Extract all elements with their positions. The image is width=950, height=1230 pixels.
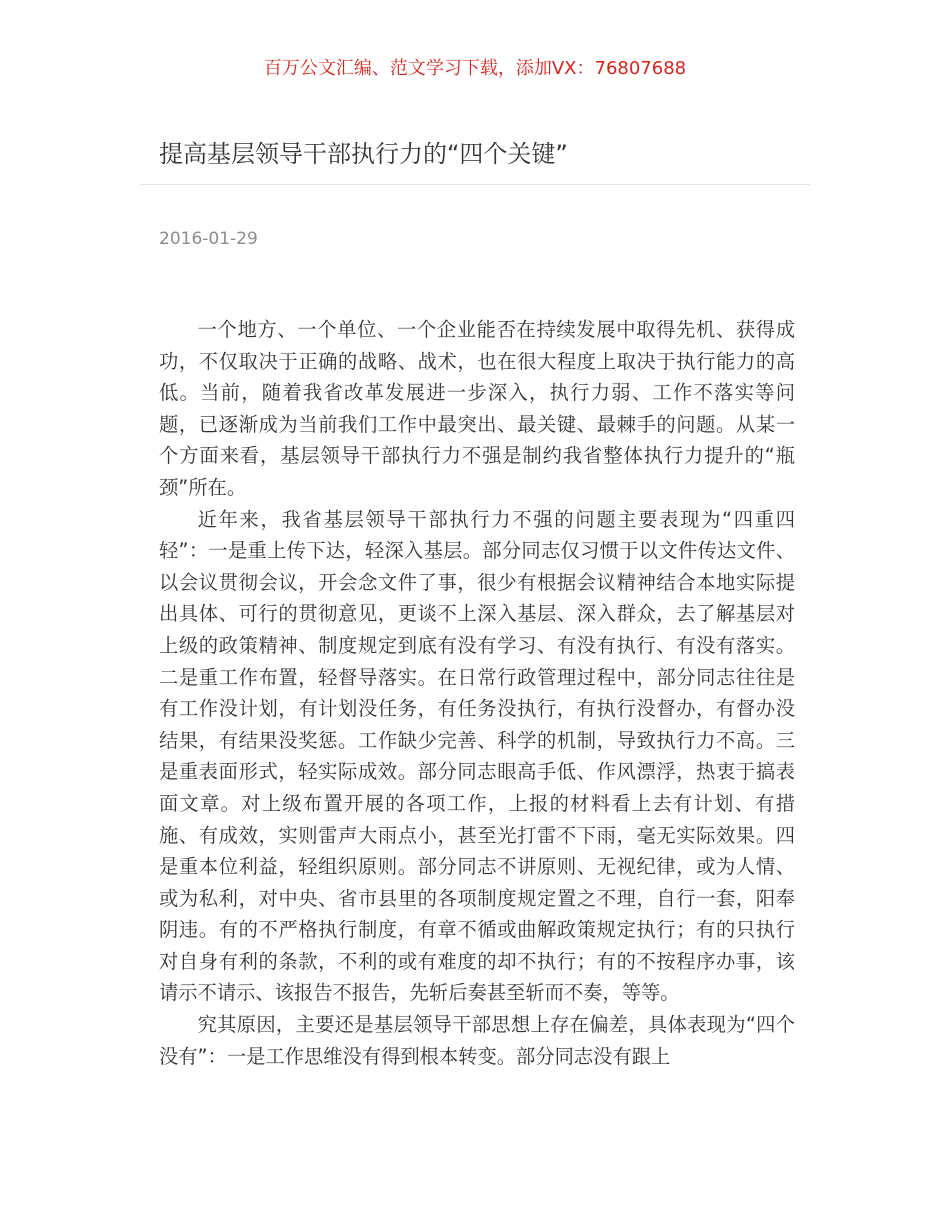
article-body (159, 314, 795, 1072)
article-title: 提高基层领导干部执行力的“四个关键” (159, 140, 568, 168)
article-paragraph-1: 一个地方、一个单位、一个企业能否在持续发展中取得先机、获得成功，不仅取决于正确的战略、战术，也在很大程度上取决于执行能力的高低。当前，随着我省改革发展进一步深入，执行力弱、工作不落实等问题，已逐渐成为当前我们工作中最突出、最关键、最棘手的问题。从某一个方面来看，基层领导干部执行力不强是制约我省整体执行力提升的“瓶颈”所在。 (159, 318, 795, 499)
title-divider (140, 184, 810, 185)
article-paragraph-3: 究其原因，主要还是基层领导干部思想上存在偏差，具体表现为“四个没有”：一是工作思维没有得到根本转变。部分同志没有跟上 (159, 1013, 795, 1068)
publish-date: 2016-01-29 (159, 229, 258, 249)
article-paragraph-2: 近年来，我省基层领导干部执行力不强的问题主要表现为“四重四轻”：一是重上传下达，轻深入基层。部分同志仅习惯于以文件传达文件、以会议贯彻会议，开会念文件了事，很少有根据会议精神结合本地实际提出具体、可行的贯彻意见，更谈不上深入基层、深入群众，去了解基层对上级的政策精神、制度规定到底有没有学习、有没有执行、有没有落实。二是重工作布置，轻督导落实。在日常行政管理过程中，部分同志往往是有工作没计划，有计划没任务，有任务没执行，有执行没督办，有督办没结果，有结果没奖惩。工作缺少完善、科学的机制，导致执行力不高。三是重表面形式，轻实际成效。部分同志眼高手低、作风漂浮，热衷于搞表面文章。对上级布置开展的各项工作，上报的材料看上去有计划、有措施、有成效，实则雷声大雨点小，甚至光打雷不下雨，毫无实际效果。四是重本位利益，轻组织原则。部分同志不讲原则、无视纪律，或为人情、或为私利，对中央、省市县里的各项制度规定置之不理，自行一套，阳奉阴违。有的不严格执行制度，有章不循或曲解政策规定执行；有的只执行对自身有利的条款，不利的或有难度的却不执行；有的不按程序办事，该请示不请示、该报告不报告，先斩后奏甚至斩而不奏，等等。 (159, 507, 795, 1005)
promo-banner: 百万公文汇编、范文学习下载，添加VX：76807688 (263, 58, 687, 79)
